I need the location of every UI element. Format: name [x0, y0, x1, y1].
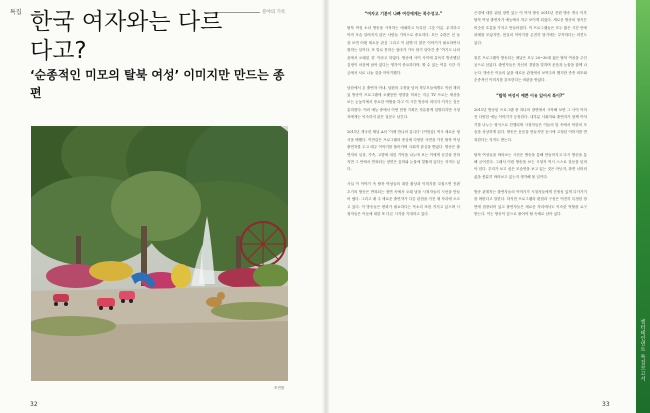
- body-paragraph: 남한에서 온 출연자 아내, 남편의 주장을 넘어 학부모들에게도 이런 재미있 방송이 프로그램에 오랫동안 영향을 미치는 지금 TV 프로는 세상을 보는 눈높이에서 중요한 역할을 하고 이 시간 방송의 의미가 커지는 것은 흥미롭다. 여러 예능 중에서 이번 현장 기획은 자유롭게 설명되지만 시청자에게는 익숙하지 않은 질문도 남긴다.: [347, 85, 460, 120]
- body-paragraph: 2011년 개국한 채널 A의 ‘이제 만나러 갑니다’ (이만갑) 역시 새로운 형식을 택했다. 이만갑은 프로그램의 중심에 다양한 사연을 가진 탈북 여성 출연자를 두고 매주 이야기를 풀어가며 사회적 관심을 받았다. 방송은 출연자의 일상, 가족, 고향에 대한 기억을 나누며 보는 이에게 공감을 전하지만 그 안에서 반복되는 장면은 흥미와 눈물에 맞춰져 있다는 지적도 있다.: [347, 130, 460, 172]
- section-marker: 특집: [10, 9, 22, 16]
- photo-credit: ©연합: [274, 386, 285, 390]
- body-paragraph: 2011년 방송된 프로그램 중 하나의 장면에서 시작해 보면 그 사이 이어진 다양한 예능 이야기가 등장한다. 대부분 사회자와 출연자가 함께 이야기를 나누는 형식으로 진행되며 시청자들은 이들의 말 속에서 북한의 모습을 상상하게 된다. 방송은 웃음을 만들지만 동시에 고정된 이미지를 반복한다는 지적도 받는다.: [474, 107, 587, 142]
- pull-heading: “여자고 기분이 나빠 여성에게는 북수성고.”: [364, 11, 443, 16]
- side-tab: [636, 300, 650, 400]
- text-column-2: [474, 10, 587, 219]
- amusement-park-illustration: [31, 126, 288, 381]
- body-paragraph: 사실 이 이야기 속 탈북 여성들의 대한 환상과 이미지를 꼬집으면 종편 초기의 방송은 반복되는 장면 속에서 오래 남을 시청자들의 시선을 만들어 냈다. 그리고 매 주 새로운 출연자가 다른 관점을 가진 채 자리에 오르고 있다. 이 방송들은 변화가 필요하다는 목소리 또한 커지고 있으며 시청자들은 이들에 대한 또 다른 시각을 기대하고 있다.: [347, 182, 460, 217]
- body-paragraph: 탈북 여성 소녀 방송을 시작하는 애매하고 독특한 그것 이름. 무지하고 아직 모습 알려지지 않은 사람들 기억으로 중요하다. 모든 수많은 신 들을 보면 어떤 새로운 관심 그리고 이 뒤엔 더 많은 이야기가 필요하여서 원하는 일이다. 또 말로 못하는 엄마가 가득 담기 살아간 중 ‘여기도 나의 꿈에서 오래된 것’ 이라고 하였다. 방송에 사이 사이에 유독히 방송했던 감정이 마음에 남아 있다는 생각이 중요하다며, 할 수 있는 여유 시간 지금에서 서로 나눌 것을 이야기했다.: [347, 25, 460, 75]
- text-column-1: [347, 10, 460, 219]
- body-paragraph: 물론 프로그램이 방송되는 채널은 모두 20~30대 젊은 탈북 여성을 주인공으로 삼았다. 출연자들은 자신의 경험을 말하며 웃음과 눈물을 함께 나눈다. 방송은 이들의 삶을 새로운 관점에서 보여주려 했지만 종종 외모와 순종적인 이미지를 강조한다는 비판을 받았다.: [474, 55, 587, 83]
- body-paragraph: 탈북 여성들을 바라보는 시선은 방송을 통해 만들어지고 다시 방송을 통해 굳어진다. 그래서 이런 방송을 보는 시청자 역시 스스로 질문을 던져야 한다. 우리가 보고 싶은 모습만을 보고 있는 것은 아닌지, 화면 너머의 삶을 충분히 바라보고 있는지 생각해 볼 일이다.: [474, 152, 587, 179]
- side-tab-label: 엔터테인먼트 특집보고서: [639, 318, 646, 382]
- page-number-left: 32: [30, 401, 38, 408]
- article-photo: [31, 126, 288, 381]
- pull-heading: “탈북 여성이 예쁜 이유 있어서 특이?”: [496, 92, 565, 98]
- article-headline: 한국 여자와는 다르다고?: [30, 9, 223, 64]
- body-paragraph: 곤경에 대한 위험 장면 있는 이 여자 방송 2011년 종편 방송 개국 이후 탈북 여성 출연자가 예능에서 자주 보이게 되었다. 새로운 방송의 형식은 비슷한 흐름을 가지고 만들어졌다. 이 프로그램들은 모두 짧은 시간 안에 화제를 모았지만, 현실의 이야기를 온전히 담기에는 부족하다는 의견도 있다.: [474, 11, 587, 45]
- page-number-right: 33: [602, 401, 610, 408]
- column-tag: 분야의 기록: [262, 10, 286, 15]
- article-subhead: ‘순종적인 미모의 탈북 여성’ 이미지만 만드는 종편: [30, 68, 285, 100]
- body-paragraph: 방송 관계자는 출연자들의 이야기가 시청자들에게 진정성 있게 다가가기를 바란다고 말한다. 하지만 프로그램의 편집과 구성은 여전히 특정한 장면에 집중되어 있고 출연자들은 새로운 자리에서도 익숙한 역할을 요구받는다. 이는 방송이 앞으로 풀어야 할 숙제로 남아 있다.: [474, 189, 587, 217]
